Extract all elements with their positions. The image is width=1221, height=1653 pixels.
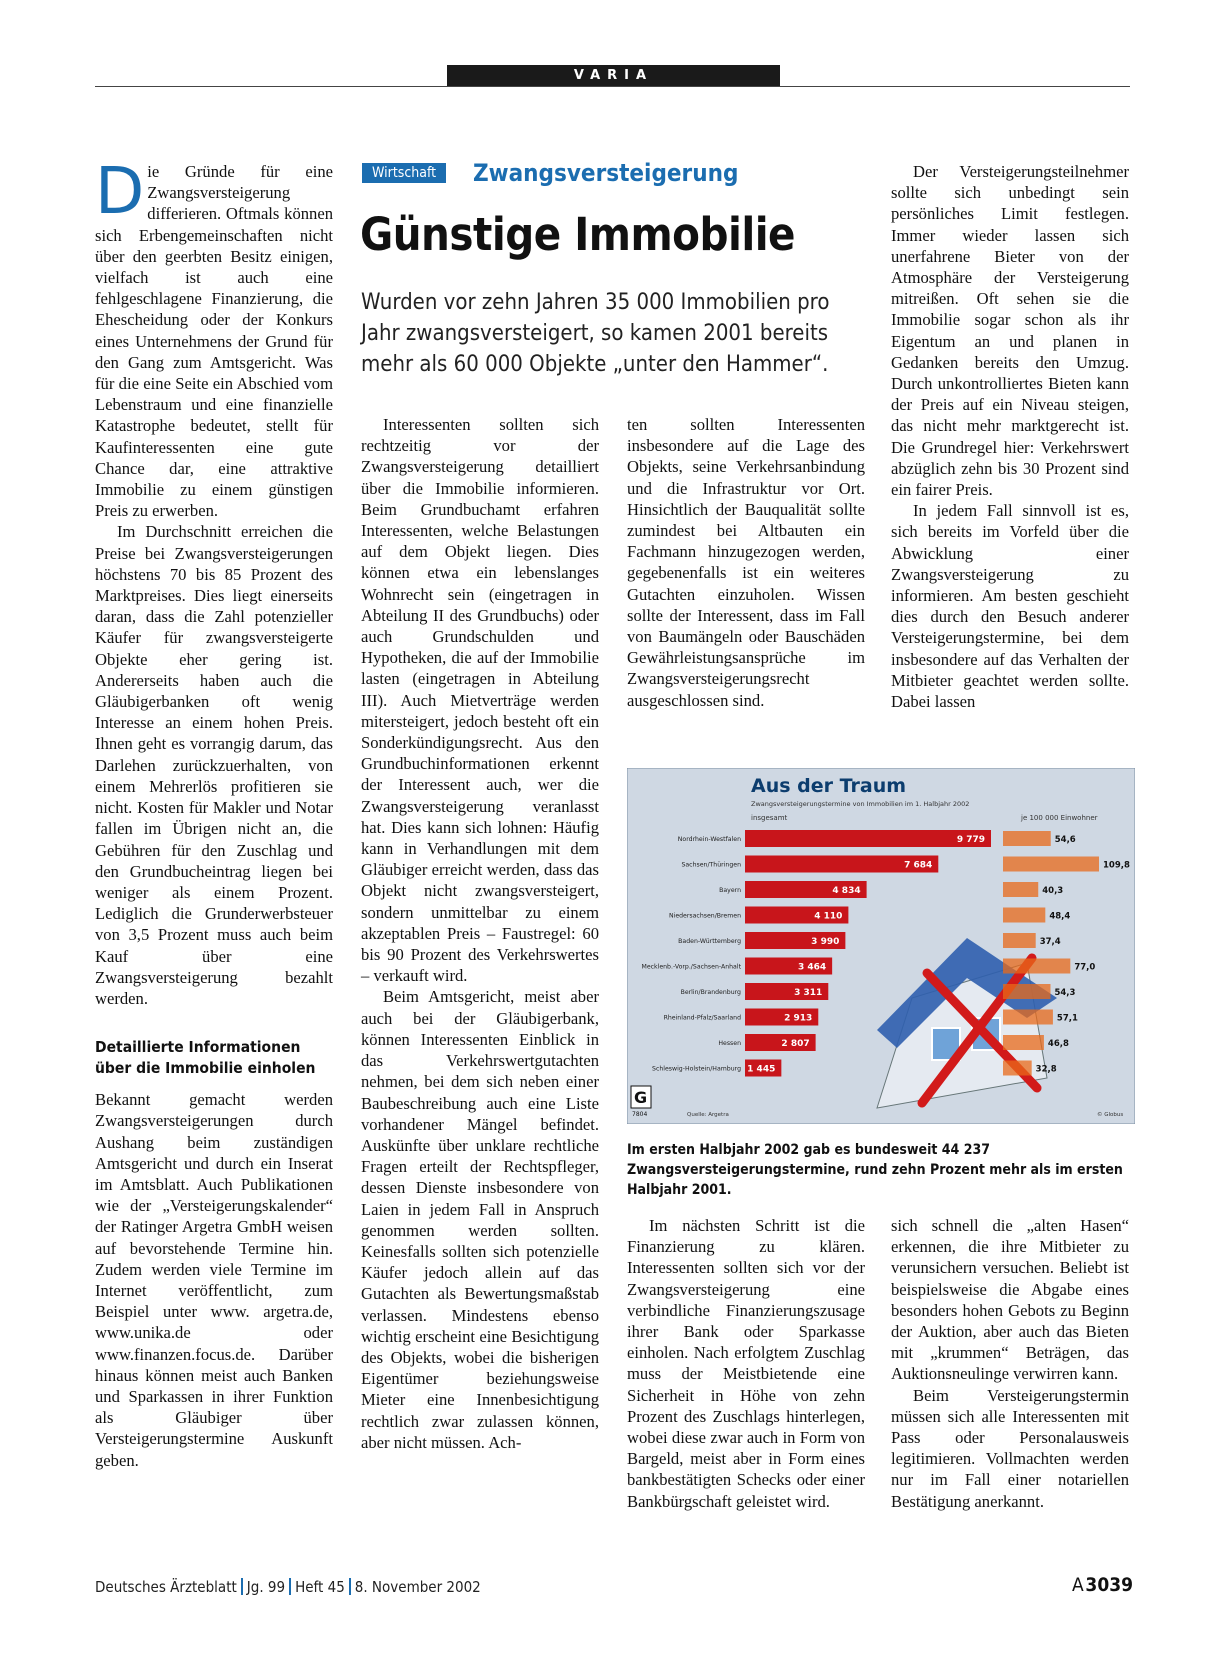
bar-insgesamt [745, 830, 991, 847]
category-label: Berlin/Brandenburg [680, 989, 741, 996]
col4b-paragraph-1: sich schnell die „alten Hasen“ erkennen, die ihre Mitbieter zu verunsichern versuchen. Beliebt ist beispielsweise die Abgabe eines besonders hohen Gebots zu Beginn der Auktion, aber auch das Bieten mit „krummen“ Beträgen, das Auktionsneulinge verwirren kann. [891, 1216, 1129, 1384]
chart [627, 768, 1135, 1124]
chart-left-header: insgesamt [751, 814, 788, 822]
bar-per-100k [1003, 984, 1050, 999]
column-1 [95, 155, 333, 1471]
bar-chart-svg [627, 768, 1135, 1124]
bar-value-label: 4 110 [814, 911, 843, 922]
bar-per-100k-label: 40,3 [1042, 886, 1064, 896]
category-label: Schleswig-Holstein/Hamburg [652, 1065, 741, 1073]
date: 8. November 2002 [354, 1578, 481, 1596]
bar-per-100k [1003, 882, 1038, 897]
drop-cap: D [95, 155, 145, 229]
column-3-bottom [627, 1215, 865, 1512]
col2-paragraph-2: Beim Amtsgericht, meist aber auch bei der Gläubigerbank, können Interessenten Einblick in das Verkehrswertgutachten nehmen, bei dem sich neben einer Baubeschreibung auch eine Liste vorhandener Mängel befindet. Auskünfte über unklare rechtliche Fragen erteilt der Rechtspfleger, dessen Dienste insbesondere von Laien in jedem Fall in Anspruch genommen werden sollten. Keinesfalls sollten sich potenzielle Käufer jedoch allein auf das Gutachten als Bewertungsmaßstab verlassen. Mindestens ebenso wichtig erscheint eine Besichtigung des Objekts, wobei die bisherigen Eigentümer beziehungsweise Mieter eine Innenbesichtigung rechtlich zwar zulassen können, aber nicht müssen. Ach- [361, 987, 599, 1452]
col4-paragraph-2: In jedem Fall sinnvoll ist es, sich bereits im Vorfeld über die Abwicklung einer Zwangsversteigerung zu informieren. Am besten geschieht dies durch den Besuch anderer Versteigerungstermine, bei dem insbesondere auf das Verhalten der Mitbieter geachtet werden sollte. Dabei lassen [891, 501, 1129, 712]
category-label: Baden-Württemberg [678, 938, 741, 945]
category-label: Sachsen/Thüringen [681, 861, 741, 869]
page-number-value: 3039 [1085, 1574, 1133, 1596]
category-label: Niedersachsen/Bremen [668, 912, 741, 920]
col3b-paragraph-1: Im nächsten Schritt ist die Finanzierung zu klären. Interessenten sollten sich vor der Zwangsversteigerung eine verbindliche Finanzierungszusage ihrer Bank oder Sparkasse einholen. Nach erfolgtem Zuschlag muss der Meistbietende eine Sicherheit in Höhe von zehn Prozent des Zuschlags hinterlegen, wobei diese zwar auch in Form von Bargeld, meist aber in Form eines bankbestätigten Schecks oder einer Bankbürgschaft geleistet wird. [627, 1216, 865, 1511]
chart-subtitle: Zwangsversteigerungstermine von Immobilien im 1. Halbjahr 2002 [751, 800, 970, 808]
bar-per-100k [1003, 908, 1045, 923]
section-label: VARIA [447, 65, 780, 86]
col4b-paragraph-2: Beim Versteigerungstermin müssen sich alle Interessenten mit Pass oder Personalausweis legitimieren. Vollmachten werden nur im Fall einer notariellen Bestätigung anerkannt. [891, 1385, 1129, 1511]
kicker: Zwangsversteigerung [473, 159, 739, 187]
bar-per-100k-label: 57,1 [1056, 1013, 1078, 1024]
col1-paragraph-1: ie Gründe für eine Zwangsversteigerung differieren. Oftmals können sich Erbengemeinschaften nicht über den geerbten Besitz einigen, vielfach ist auch eine fehlgeschlagene Finanzierung, die Ehescheidung oder der Konkurs eines Unternehmens der Grund für den Gang zum Amtsgericht. Was für die eine Seite ein Abschied vom Lebenstraum und eine finanzielle Katastrophe bedeutet, stellt für Kaufinteressenten eine gute Chance dar, eine attraktive Immobilie zu einem günstigen Preis zu erwerben. [95, 162, 333, 521]
headline: Günstige Immobilie [360, 208, 796, 261]
bar-value-label: 2 807 [781, 1039, 810, 1049]
header-rule [95, 86, 1130, 87]
bar-per-100k [1003, 959, 1070, 974]
bar-per-100k-label: 32,8 [1035, 1064, 1057, 1075]
category-label: Hessen [718, 1040, 741, 1047]
bar-value-label: 7 684 [904, 860, 933, 871]
column-4-bottom [891, 1215, 1129, 1512]
bar-per-100k-label: 48,4 [1049, 911, 1071, 922]
col3-paragraph-1: ten sollten Interessenten insbesondere auf die Lage des Objekts, seine Verkehrsanbindung und die Infrastruktur vor Ort. Hinsichtlich der Bauqualität sollte zumindest bei Altbauten ein Fachmann hinzugezogen werden, gegebenenfalls ist ein weiteres Gutachten einzuholen. Wissen sollte der Interessent, dass im Fall von Baumängeln oder Bauschäden Gewährleistungsansprüche im Zwangsversteigerungsrecht ausgeschlossen sind. [627, 415, 865, 710]
column-2 [361, 414, 599, 1453]
bar-value-label: 3 464 [797, 962, 827, 973]
bar-per-100k-label: 54,3 [1054, 988, 1076, 998]
bar-per-100k [1003, 1035, 1044, 1050]
subheading: Detaillierte Informationen über die Immobilie einholen [95, 1038, 316, 1078]
bar-per-100k [1003, 1010, 1053, 1025]
bar-value-label: 9 779 [956, 835, 985, 845]
bar-value-label: 4 834 [832, 886, 861, 896]
chart-title: Aus der Traum [751, 775, 907, 797]
bar-per-100k [1003, 933, 1036, 948]
col2-paragraph-1: Interessenten sollten sich rechtzeitig vor der Zwangsversteigerung detailliert über die Immobilie informieren. Beim Grundbuchamt erfahren Interessenten, welche Belastungen auf dem Objekt liegen. Dies können etwa ein lebenslanges Wohnrecht sein (eingetragen in Abteilung II des Grundbuchs) oder auch Grundschulden und Hypotheken, die auf der Immobilie lasten (eingetragen in Abteilung III). Auch Mietverträge werden mitersteigert, jedoch besteht oft ein Sonderkündigungsrecht. Aus den Grundbuchinformationen erkennt der Interessent auch, wer die Zwangsversteigerung veranlasst hat. Dies kann sich lohnen: Häufig kann in Verhandlungen mit dem Gläubiger erreicht werden, dass das Objekt nicht zwangsversteigert, sondern unmittelbar zu einem akzeptablen Preis – Faustregel: 60 bis 90 Prozent des Verkehrswertes – verkauft wird. [361, 415, 599, 986]
column-4-top [891, 161, 1129, 712]
category-label: Rheinland-Pfalz/Saarland [663, 1014, 741, 1022]
bar-per-100k-label: 46,8 [1047, 1039, 1069, 1049]
col4-paragraph-1: Der Versteigerungsteilnehmer sollte sich unbedingt sein persönliches Limit festlegen. Immer wieder lassen sich unerfahrene Bieter von der Atmosphäre der Versteigerung mitreißen. Oft sehen sie die Immobilie sogar schon als ihr Eigentum an und planen in Gedanken bereits den Umzug. Durch unkontrolliertes Bieten kann der Preis auf ein Niveau steigen, das nicht mehr marktgerecht ist. Die Grundregel hier: Verkehrswert abzüglich zehn bis 30 Prozent sind ein fairer Preis. [891, 162, 1129, 500]
bar-per-100k [1003, 831, 1051, 846]
graphic-number: 7804 [632, 1111, 648, 1118]
bar-per-100k-label: 54,6 [1054, 835, 1076, 845]
globus-logo: G [634, 1088, 648, 1107]
volume: Jg. 99 [246, 1578, 286, 1596]
footer [95, 1578, 481, 1596]
bar-per-100k [1003, 857, 1099, 872]
page-number: A 3039 [1072, 1574, 1133, 1596]
bar-per-100k [1003, 1061, 1032, 1076]
chart-credit: © Globus [1097, 1112, 1124, 1118]
lead-paragraph: Wurden vor zehn Jahren 35 000 Immobilien pro Jahr zwangsversteigert, so kamen 2001 bereits mehr als 60 000 Objekte „unter den Hammer“. [361, 290, 830, 377]
bar-per-100k-label: 77,0 [1074, 962, 1096, 973]
chart-right-header: je 100 000 Einwohner [1021, 814, 1098, 822]
bar-value-label: 3 990 [811, 937, 840, 947]
col1-paragraph-3: Bekannt gemacht werden Zwangsversteigerungen durch Aushang beim zuständigen Amtsgericht und durch ein Inserat im Amtsblatt. Auch Publikationen wie der „Versteigerungskalender“ der Ratinger Argetra GmbH weisen auf bevorstehende Termine hin. Zudem werden viele Termine im Internet veröffentlicht, zum Beispiel unter www. argetra.de, www.unika.de oder www.finanzen.focus.de. Darüber hinaus können meist auch Banken und Sparkassen in ihrer Funktion als Gläubiger über Versteigerungstermine Auskunft geben. [95, 1090, 333, 1470]
chart-source: Quelle: Argetra [687, 1112, 729, 1118]
bar-value-label: 2 913 [784, 1013, 813, 1024]
col1-paragraph-2: Im Durchschnitt erreichen die Preise bei Zwangsversteigerungen höchstens 70 bis 85 Prozent des Marktpreises. Dies liegt einerseits daran, dass die Zahl potenzieller Käufer für zwangsversteigerte Objekte eher gering ist. Andererseits haben auch die Gläubigerbanken oft wenig Interesse an einem hohen Preis. Ihnen geht es vorrangig darum, das Darlehen zurückzuerhalten, von einem Mehrerlös profitieren sie nicht. Kosten für Makler und Notar fallen im Übrigen nicht an, die Gebühren für den Zuschlag und den Grundbucheintrag liegen bei weniger als einem Prozent. Lediglich die Grunderwerbsteuer von 3,5 Prozent muss auch beim Kauf über eine Zwangsversteigerung bezahlt werden. [95, 522, 333, 1008]
category-label: Nordrhein-Westfalen [677, 836, 741, 843]
bar-per-100k-label: 109,8 [1103, 860, 1130, 871]
bar-value-label: 3 311 [794, 988, 823, 998]
journal-name: Deutsches Ärzteblatt [95, 1578, 237, 1596]
bar-value-label: 1 445 [747, 1064, 776, 1075]
chart-caption: Im ersten Halbjahr 2002 gab es bundesweit 44 237 Zwangsversteigerungstermine, rund zehn Prozent mehr als im ersten Halbjahr 2001. [627, 1142, 1123, 1198]
bar-per-100k-label: 37,4 [1039, 937, 1061, 947]
issue: Heft 45 [295, 1578, 345, 1596]
category-tag: Wirtschaft [362, 163, 446, 183]
category-label: Bayern [719, 887, 741, 894]
column-3-top [627, 414, 865, 711]
category-label: Mecklenb.-Vorp./Sachsen-Anhalt [641, 963, 741, 971]
